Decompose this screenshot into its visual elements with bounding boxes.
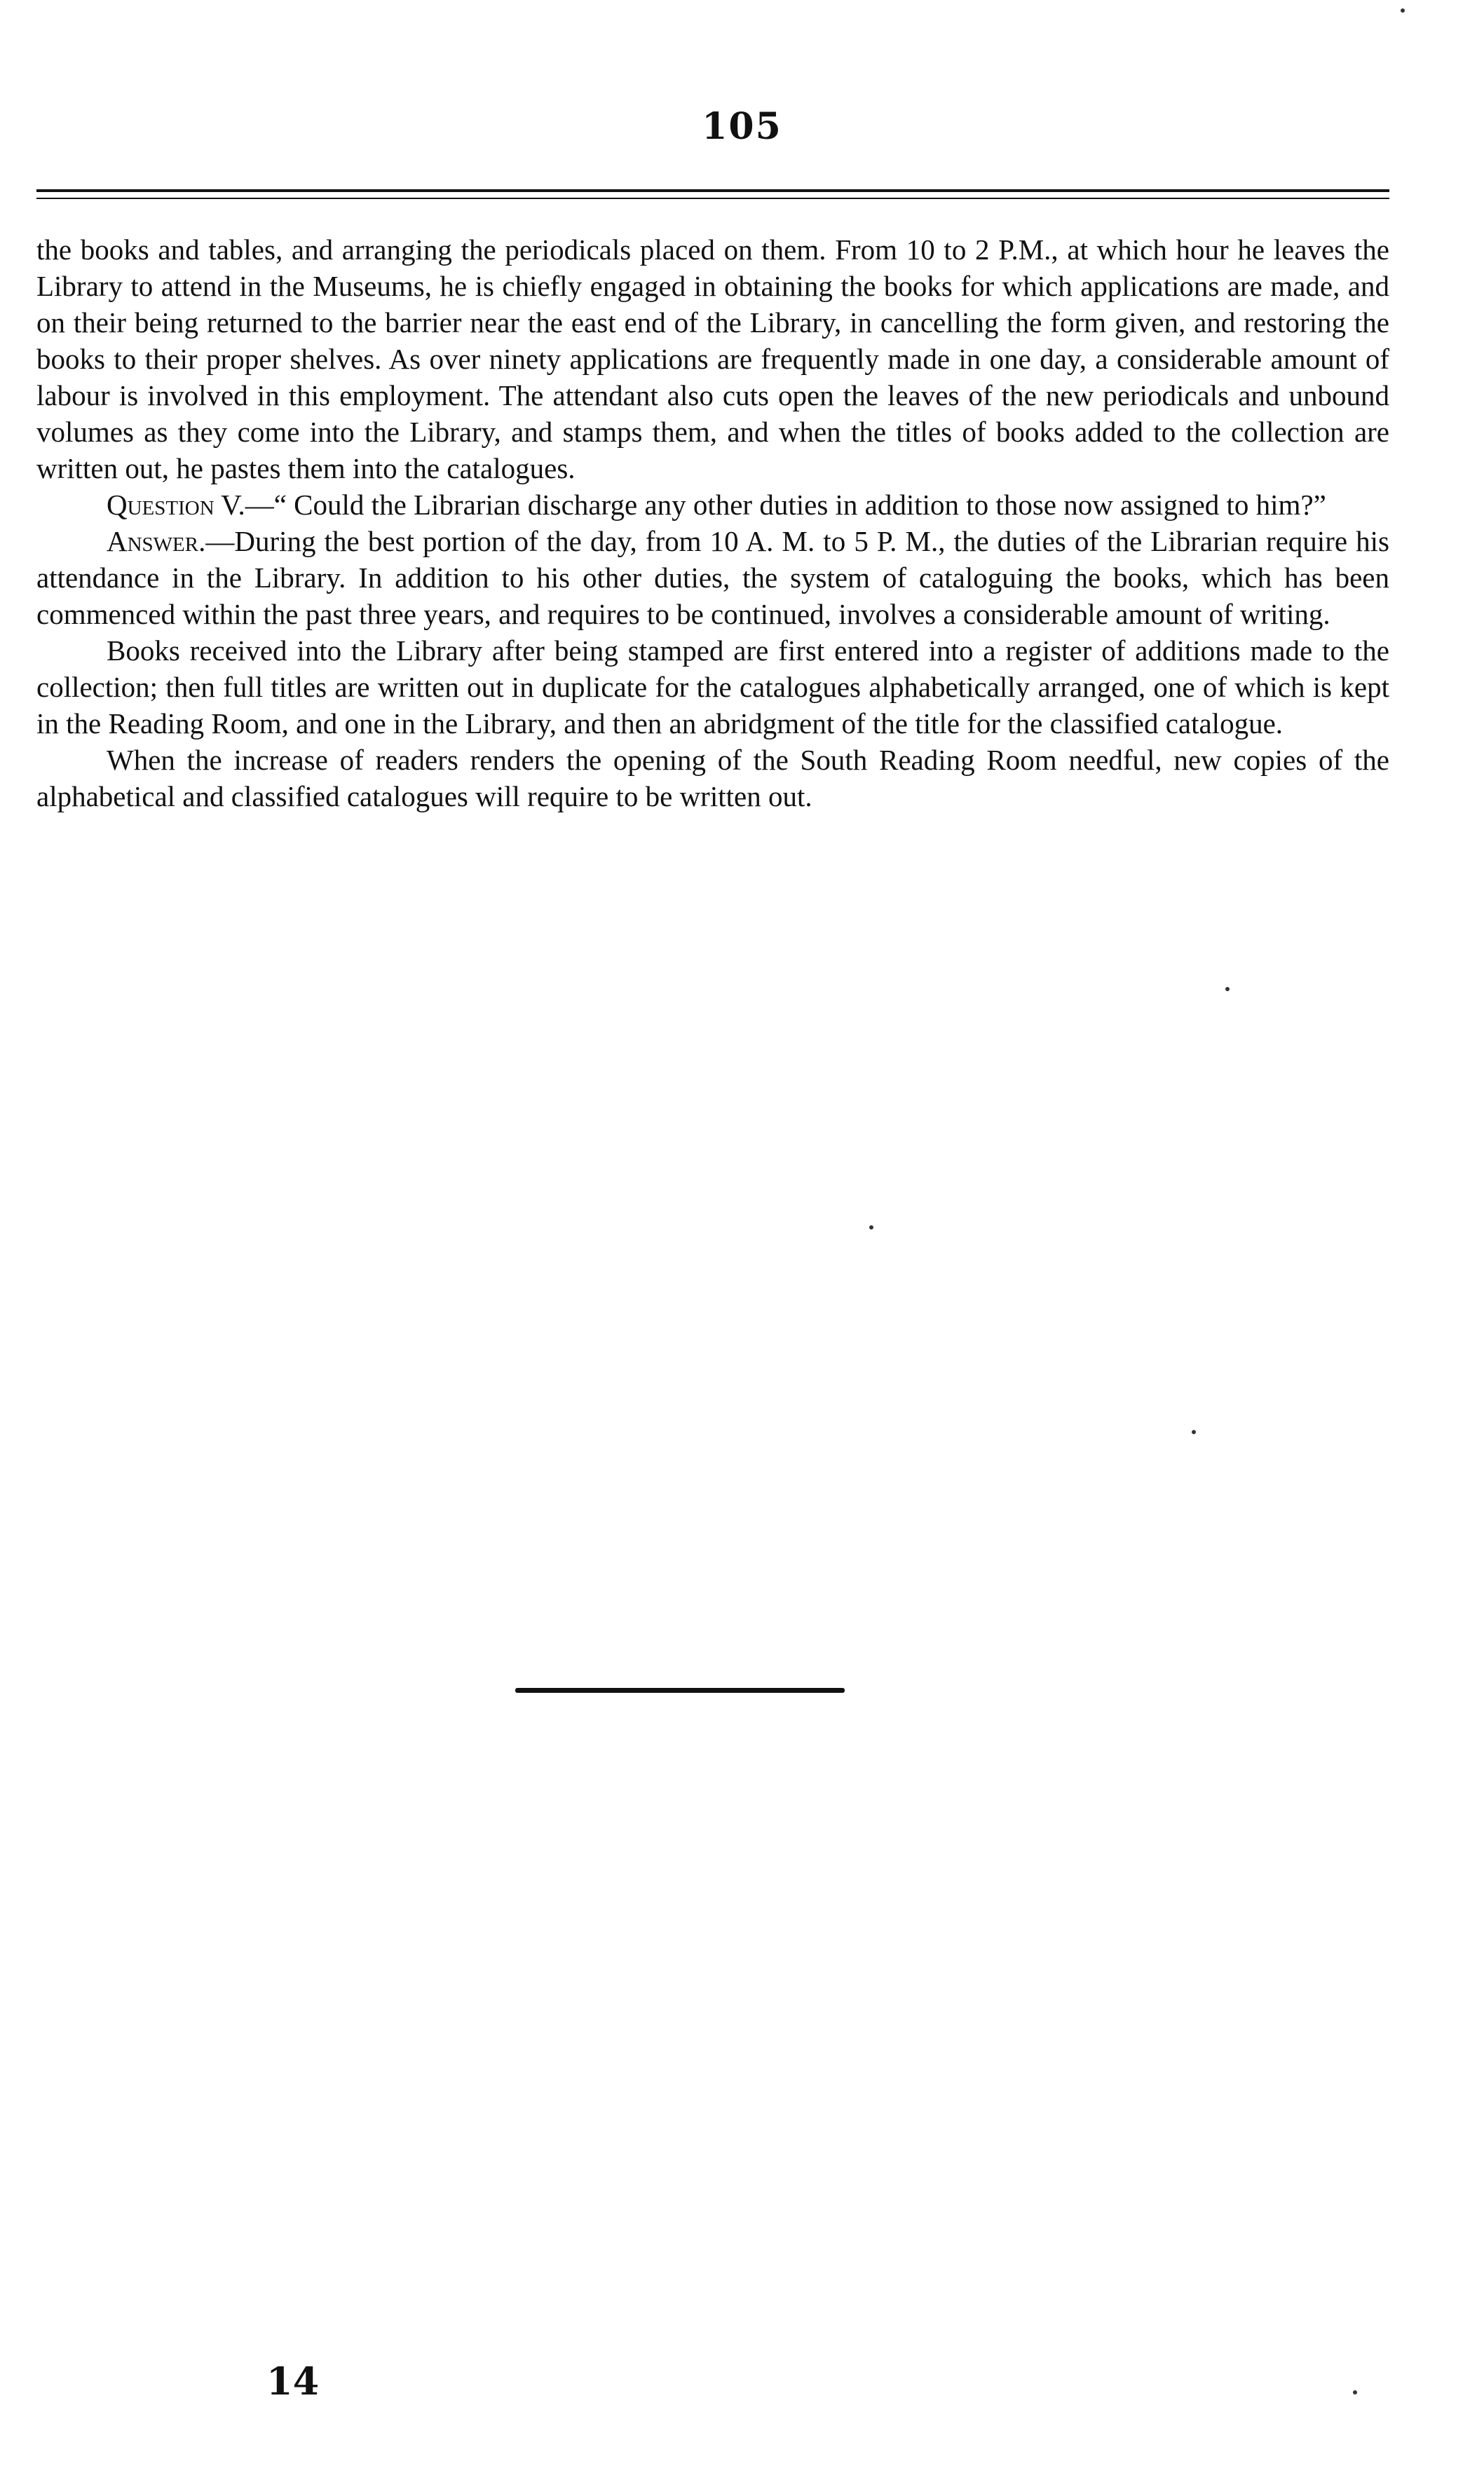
paragraph-text: V.—“ Could the Librarian discharge any other duties in addition to those now assigned to him?” — [214, 489, 1326, 521]
header-rule-secondary — [36, 198, 1389, 199]
body-text — [36, 231, 1389, 815]
paragraph — [36, 742, 1389, 815]
answer-lead: Answer — [107, 525, 199, 557]
print-speck — [869, 1225, 873, 1229]
question-lead: Question — [107, 489, 215, 521]
paragraph-text: Books received into the Library after being stamped are first entered into a register of additions made to the collection; then full titles are written out in duplicate for the catalogues alphabetically arranged, one of which is kept in the Reading Room, and one in the Library, and then an abridgment of the title for the classified catalogue. — [36, 634, 1389, 740]
print-speck — [1353, 2390, 1357, 2394]
paragraph-text: .—During the best portion of the day, from 10 A. M. to 5 P. M., the duties of the Librarian require his attendance in the Library. In addition to his other duties, the system of cataloguing the books, which has been commenced within the past three years, and requires to be continued, involves a considerable amount of writing. — [36, 525, 1389, 630]
header-rule — [36, 189, 1389, 192]
print-speck — [1192, 1430, 1196, 1434]
closing-rule — [515, 1688, 845, 1693]
paragraph — [36, 231, 1389, 486]
print-speck — [1401, 8, 1405, 13]
paragraph — [36, 632, 1389, 742]
print-speck — [1225, 987, 1230, 991]
paragraph-text: When the increase of readers renders the opening of the South Reading Room needful, new copies of the alphabetical and classified catalogues will require to be written out. — [36, 744, 1389, 812]
paragraph-question — [36, 486, 1389, 523]
page-number: 105 — [702, 105, 782, 148]
paragraph-text: the books and tables, and arranging the periodicals placed on them. From 10 to 2 P.M., at which hour he leaves the Library to attend in the Museums, he is chiefly engaged in obtaining the books for which applications are made, and on their being returned to the barrier near the east end of the Library, in cancelling the form given, and restoring the books to their proper shelves. As over ninety applications are frequently made in one day, a considerable amount of labour is involved in this employment. The attendant also cuts open the leaves of the new periodicals and unbound volumes as they come into the Library, and stamps them, and when the titles of books added to the collection are written out, he pastes them into the catalogues. — [36, 233, 1389, 484]
signature-mark: 14 — [266, 2359, 320, 2404]
paragraph-answer — [36, 523, 1389, 632]
